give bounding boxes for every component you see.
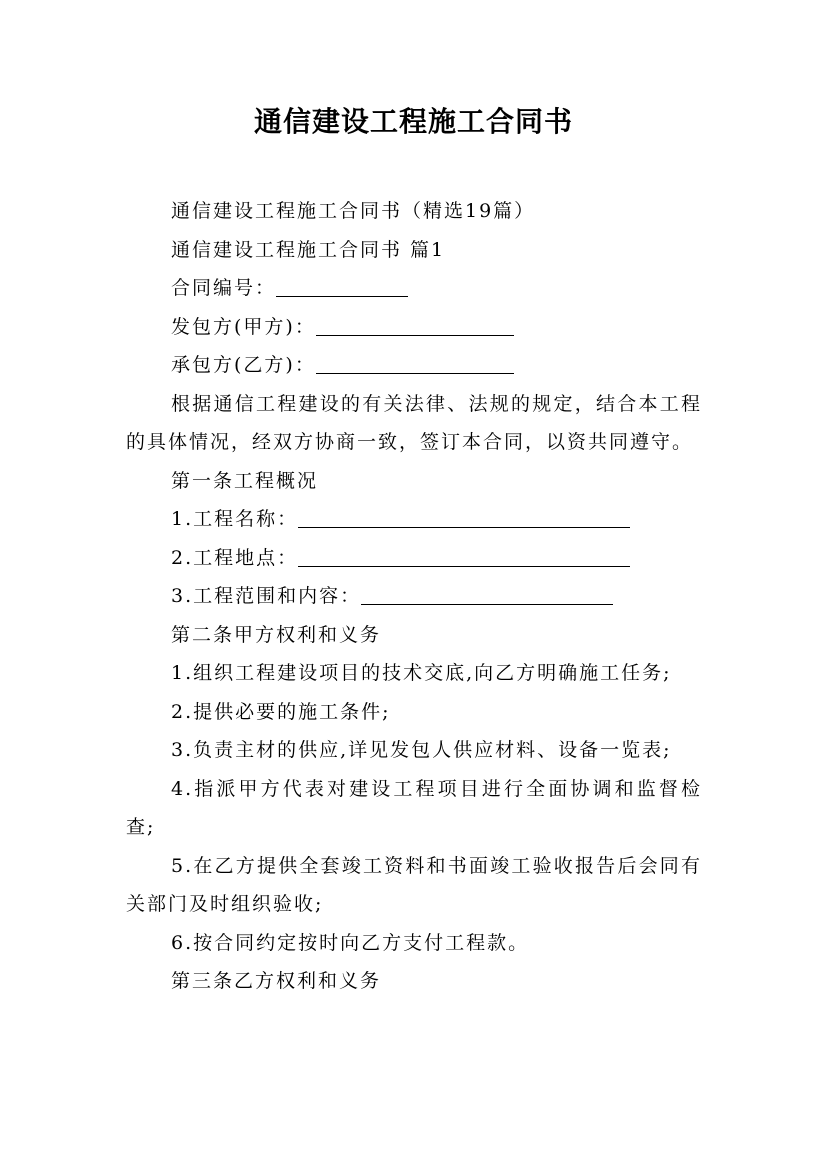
party-b-line (126, 346, 702, 385)
party-a-label: 发包方(甲方)： (171, 315, 316, 338)
contract-number-label: 合同编号： (171, 277, 277, 299)
project-name-label: 1.工程名称： (171, 508, 299, 530)
project-name-blank (298, 507, 630, 528)
party-b-label: 承包方(乙方)： (171, 354, 316, 376)
party-a-blank (316, 315, 514, 336)
party-a-line (126, 308, 702, 347)
article-1-heading: 第一条工程概况 (171, 469, 319, 492)
article-2-item-3: 3.负责主材的供应,详见发包人供应材料、设备一览表; (171, 739, 672, 761)
project-scope-line (126, 577, 702, 616)
article-2-item-6: 6.按合同约定按时向乙方支付工程款。 (171, 931, 530, 954)
paragraph-section-heading: 通信建设工程施工合同书 篇1 (171, 238, 446, 261)
article-2-item-2: 2.提供必要的施工条件; (171, 700, 391, 723)
paragraph-subtitle: 通信建设工程施工合同书（精选19篇） (171, 200, 536, 222)
project-location-blank (298, 546, 630, 567)
article-2-item-4: 4.指派甲方代表对建设工程项目进行全面协调和监督检查; (126, 777, 702, 838)
contract-number-line (126, 269, 702, 308)
article-3-heading: 第三条乙方权利和义务 (171, 970, 382, 992)
project-location-line (126, 539, 702, 578)
project-name-line (126, 500, 702, 539)
project-scope-label: 3.工程范围和内容： (171, 585, 362, 607)
project-scope-blank (361, 584, 613, 605)
article-2-item-1: 1.组织工程建设项目的技术交底,向乙方明确施工任务; (171, 662, 672, 684)
contract-number-blank (276, 276, 408, 297)
party-b-blank (316, 353, 514, 374)
article-2-heading: 第二条甲方权利和义务 (171, 623, 382, 646)
document-title: 通信建设工程施工合同书 (253, 105, 573, 138)
paragraph-preamble: 根据通信工程建设的有关法律、法规的规定，结合本工程的具体情况，经双方协商一致，签订本合同，以资共同遵守。 (126, 392, 702, 453)
project-location-label: 2.工程地点： (171, 546, 299, 569)
article-2-item-5: 5.在乙方提供全套竣工资料和书面竣工验收报告后会同有关部门及时组织验收; (126, 854, 702, 915)
document-body (126, 192, 702, 1001)
